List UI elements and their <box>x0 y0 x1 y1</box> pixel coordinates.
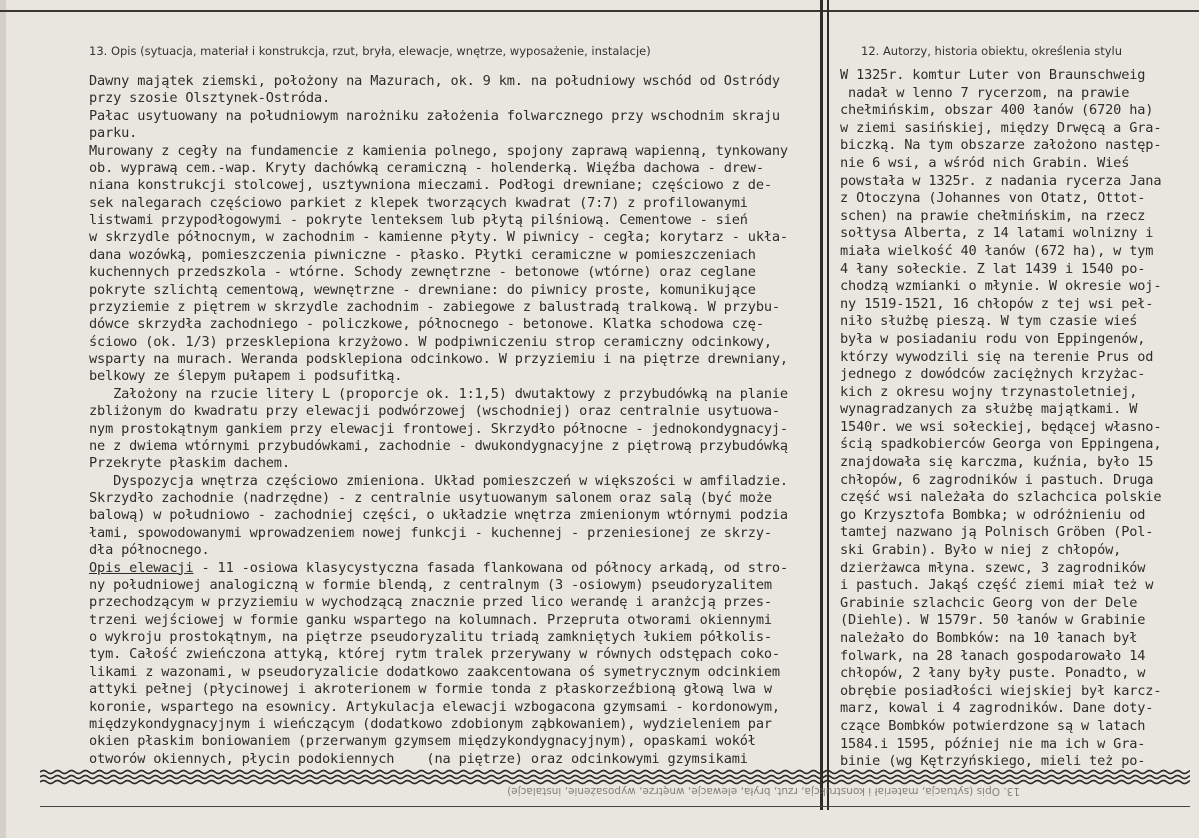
history-line: chodzą wzmianki o młynie. W okresie woj- <box>840 278 1162 295</box>
top-rule <box>0 10 1199 12</box>
description-line: attyki pełnej (płycinowej i akroterionem w formie tonda z płaskorzeźbioną głową lwa w <box>89 681 772 698</box>
history-line: w ziemi sasińskiej, między Drwęcą a Gra- <box>840 119 1162 136</box>
history-line: Grabinie szlachcic Georg von der Dele <box>840 594 1138 611</box>
description-line: o wykroju prostokątnym, na piętrze pseudoryzalitu triadą zamkniętych łukiem półkolis- <box>89 629 772 645</box>
description-line: niana konstrukcji stolcowej, usztywniona mieczami. Podłogi drewniane; częściowo z de- <box>89 177 772 194</box>
history-line: którzy wywodzili się na terenie Prus od <box>840 348 1154 365</box>
history-line: i pastuch. Jakąś część ziemi miał też w <box>840 577 1154 594</box>
history-line: nie 6 wsi, a wśród nich Grabin. Wieś <box>840 154 1130 171</box>
description-line: Pałac usytuowany na południowym narożniku założenia folwarcznego przy wschodnim skraju <box>89 107 780 124</box>
description-line: dana wozówką, pomieszczenia piwniczne - płasko. Płytki ceramiczne w pomieszczeniach <box>89 246 756 263</box>
description-line: likami z wazonami, w pseudoryzalicie dodatkowo zaakcentowana oś symetrycznym odcinkiem <box>89 663 780 680</box>
description-line: łami, spowodowanymi wprowadzeniem nowej funkcji - kuchennej - przeniesionej ze skrzy- <box>89 524 772 541</box>
history-line: (Diehle). W 1579r. 50 łanów w Grabinie <box>840 612 1146 629</box>
history-line: z Otoczyna (Johannes von Otatz, Ottot- <box>840 190 1146 207</box>
section-13-header: 13. Opis (sytuacja, materiał i konstrukcja, rzut, bryła, elewacje, wnętrze, wyposażenie, instalacje) <box>89 44 651 58</box>
description-line: dówce skrzydła zachodniego - policzkowe, północnego - betonowe. Klatka schodowa czę- <box>89 316 764 333</box>
history-line: była w posiadaniu rodu von Eppingenów, <box>840 330 1146 347</box>
history-line: ski Grabin). Było w niej z chłopów, <box>840 542 1122 559</box>
description-line: ne z dwiema wtórnymi przybudówkami, zachodnie - dwukondygnacyjne z piętrową przybudówką <box>89 437 788 454</box>
history-line: 1540r. we wsi sołeckiej, będącej własno- <box>840 418 1162 435</box>
description-line: koronie, wspartego na esownicy. Artykulacja elewacji wzbogacona gzymsami - kordonowym, <box>89 698 780 715</box>
description-text <box>89 73 821 768</box>
description-line: kuchennych przedszkola - wtórne. Schody zewnętrzne - betonowe (wtórne) oraz ceglane <box>89 264 756 281</box>
history-line: W 1325r. komtur Luter von Braunschweig <box>840 67 1146 83</box>
history-line: należało do Bombków: na 10 łanach był <box>840 630 1138 646</box>
description-line: trzeni wejściowej w formie ganku wspartego na kolumnach. Przepruta otworami okiennymi <box>89 611 772 628</box>
history-line: jednego z dowódców zaciężnych krzyżac- <box>840 366 1146 383</box>
description-line: sek nalegarach częściowo parkiet z klepek tworzących kwadrat (7:7) z profilowanymi <box>89 194 748 211</box>
history-line: biczką. Na tym obszarze założono następ- <box>840 137 1162 154</box>
description-line: nym prostokątnym gankiem przy elewacji frontowej. Skrzydło północne - jednokondygnacyj- <box>89 420 788 437</box>
history-line: folwark, na 28 łanach gospodarowało 14 <box>840 647 1146 664</box>
history-line: 4 łany sołeckie. Z lat 1439 i 1540 po- <box>840 260 1146 277</box>
description-line: międzykondygnacyjnym i wieńczącym (dodatkowo zdobionym ząbkowaniem), wydzieleniem par <box>89 715 772 732</box>
history-line: marz, kowal i 4 zagrodników. Dane doty- <box>840 700 1154 717</box>
history-line: ścią spadkobierców Georga von Eppingena, <box>840 436 1162 453</box>
history-line: dzierżawca młyna. szewc, 3 zagrodników <box>840 559 1146 576</box>
description-line: belkowy ze ślepym pułapem i podsufitką. <box>89 368 403 385</box>
description-line: wsparty na murach. Weranda podsklepiona odcinkowo. W przyziemiu i na piętrze drewniany, <box>89 351 788 367</box>
description-line: Murowany z cegły na fundamencie z kamienia polnego, spojony zaprawą wapienną, tynkowany <box>89 142 788 159</box>
history-line: sołtysa Alberta, z 14 latami wolnizny i <box>840 225 1154 242</box>
description-line: w skrzydle północnym, w zachodnim - kamienne płyty. W piwnicy - cegła; korytarz - ukła- <box>89 229 788 246</box>
description-line: tym. Całość zwieńczona attyką, której rytm tralek przerywany w równych odstępach coko- <box>89 646 780 663</box>
description-line: ściowo (ok. 1/3) przesklepiona krzyżowo. W podpiwniczeniu strop ceramiczny odcinkowy, <box>89 333 772 350</box>
history-line: miała wielkość 40 łanów (672 ha), w tym <box>840 242 1154 259</box>
history-line: znajdowała się karczma, kuźnia, było 15 <box>840 454 1154 471</box>
description-line: ob. wyprawą cem.-wap. Kryty dachówką ceramiczną - holenderką. Więźba dachowa - drew- <box>89 159 764 176</box>
history-line: powstała w 1325r. z nadania rycerza Jana <box>840 172 1162 189</box>
history-line: schen) na prawie chełmińskim, na rzecz <box>840 207 1146 224</box>
description-line: parku. <box>89 125 138 142</box>
scan-edge <box>0 0 6 838</box>
history-line: tamtej nazwano ją Polnisch Gröben (Pol- <box>840 524 1154 541</box>
history-line: go Krzysztofa Bombka; w odróżnieniu od <box>840 506 1146 523</box>
mirrored-header-bleed: 13. Opis (sytuacja, materiał i konstrukcja, rzut, bryła, elewacje, wnętrze, wyposażenie, instalacje) <box>507 785 1020 797</box>
history-line: binie (wg Kętrzyńskiego, mieli też po- <box>840 753 1146 770</box>
history-line: niło służbę pieszą. W tym czasie wieś <box>840 313 1138 330</box>
bottom-rule <box>40 806 1190 807</box>
description-line: pokryte szlichtą cementową, wewnętrzne - drewniane: do piwnicy proste, komunikujące <box>89 281 756 298</box>
description-line: dła północnego. <box>89 542 210 559</box>
column-divider-inner <box>827 0 829 810</box>
description-line: przy szosie Olsztynek-Ostróda. <box>89 90 331 107</box>
description-line: Dawny majątek ziemski, położony na Mazurach, ok. 9 km. na południowy wschód od Ostródy <box>89 73 780 89</box>
description-line: zbliżonym do kwadratu przy elewacji podwórzowej (wschodniej) oraz centralnie usytuowa- <box>89 403 780 420</box>
history-line: chłopów, 6 zagrodników i pastuch. Druga <box>840 471 1154 488</box>
description-line: Dyspozycja wnętrza częściowo zmieniona. Układ pomieszczeń w większości w amfiladzie. <box>89 472 788 489</box>
history-line: wynagradzanych za służbę majątkami. W <box>840 401 1138 418</box>
history-line: chłopów, 2 łany były puste. Ponadto, w <box>840 665 1146 682</box>
history-line: chełmińskim, obszar 400 łanów (6720 ha) <box>840 102 1154 119</box>
description-line: Opis elewacji - 11 -osiowa klasycystyczna fasada flankowana od północy arkadą, od stro- <box>89 559 788 576</box>
history-line: kich z okresu wojny trzynastoletniej, <box>840 383 1138 400</box>
history-line: ny 1519-1521, 16 chłopów z tej wsi peł- <box>840 295 1154 312</box>
description-line: listwami przypodłogowymi - pokryte lenteksem lub płytą pilśniową. Cementowe - sień <box>89 212 748 228</box>
description-line: ny południowej analogiczną w formie blendą, z centralnym (3 -osiowym) pseudoryzalitem <box>89 576 772 593</box>
history-line: czące Bombków potwierdzone są w latach <box>840 717 1146 734</box>
history-line: część wsi należała do szlachcica polskie <box>840 489 1162 506</box>
description-line: balową) w południowo - zachodniej części, o układzie wnętrza zmienionym wtórnymi podzia <box>89 507 788 524</box>
description-line: Założony na rzucie litery L (proporcje ok. 1:1,5) dwutaktowy z przybudówką na planie <box>89 385 788 402</box>
description-line: przyziemie z piętrem w skrzydle zachodnim - zabiegowe z balustradą tralkową. W przybu- <box>89 298 780 315</box>
section-12-header: 12. Autorzy, historia obiektu, określenia stylu <box>861 44 1123 58</box>
description-line: przechodzącym w przyziemiu w wychodzącą znacznie przed lico werandę i aranżcją przes- <box>89 594 772 611</box>
description-line: Skrzydło zachodnie (nadrzędne) - z centralnie usytuowanym salonem oraz salą (być może <box>89 490 772 506</box>
history-line: obrębie posiadłości wiejskiej był karcz- <box>840 682 1162 699</box>
history-text <box>840 67 1185 771</box>
description-line: otworów okiennych, płycin podokiennych (na piętrze) oraz odcinkowymi gzymsikami <box>89 750 748 767</box>
history-line: nadał w lenno 7 rycerzom, na prawie <box>840 84 1130 101</box>
description-line: Przekryte płaskim dachem. <box>89 455 290 472</box>
description-line: okien płaskim boniowaniem (przerwanym gzymsem międzykondygnacyjnym), opaskami wokół <box>89 733 756 750</box>
history-line: 1584.i 1595, później nie ma ich w Gra- <box>840 735 1146 752</box>
